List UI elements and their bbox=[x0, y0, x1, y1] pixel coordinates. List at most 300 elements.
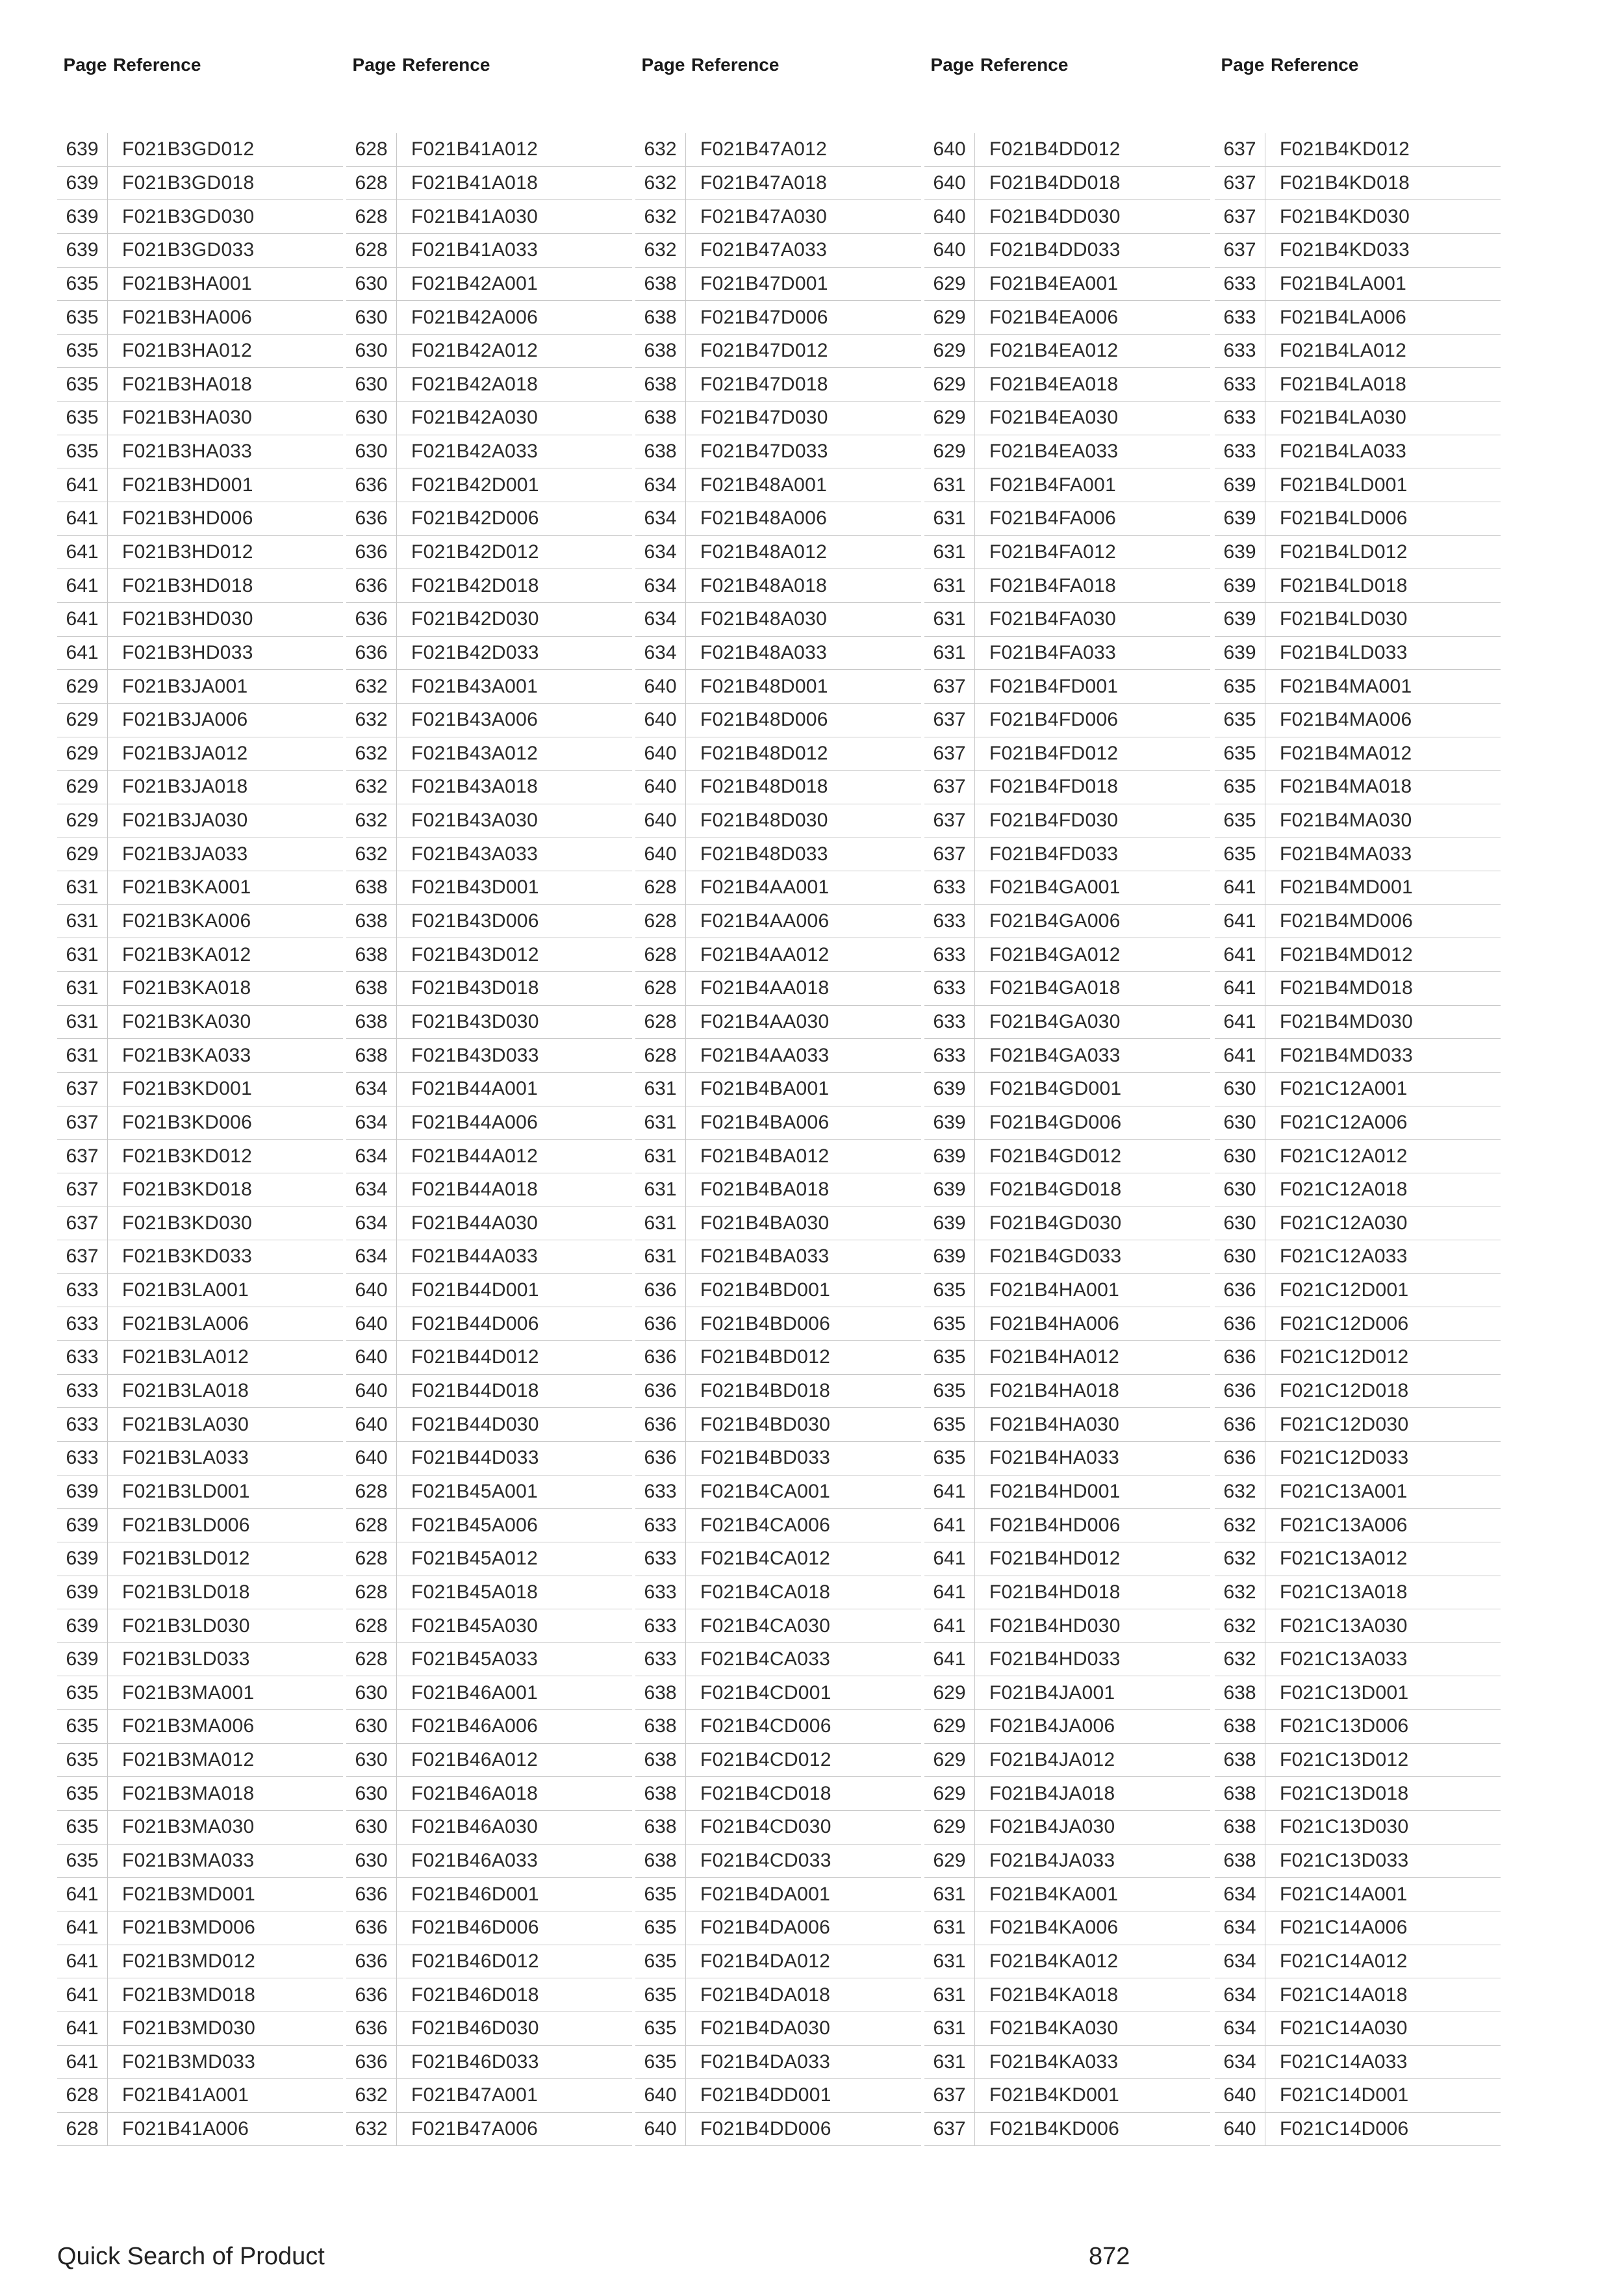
table-row bbox=[57, 603, 343, 637]
page-cell: 634 bbox=[346, 1140, 397, 1173]
table-row bbox=[1215, 536, 1501, 570]
page-cell: 638 bbox=[635, 301, 686, 334]
page-cell: 637 bbox=[924, 804, 975, 837]
reference-cell: F021B4EA001 bbox=[989, 272, 1119, 294]
reference-cell: F021B4BA012 bbox=[700, 1145, 830, 1167]
page-cell: 638 bbox=[346, 871, 397, 904]
page-cell: 628 bbox=[57, 2079, 108, 2112]
table-row bbox=[924, 335, 1210, 368]
table-row bbox=[1215, 1777, 1501, 1811]
page-cell: 640 bbox=[924, 234, 975, 267]
table-row bbox=[346, 1710, 632, 1744]
reference-cell: F021B43A012 bbox=[411, 742, 539, 764]
reference-cell: F021B3HD030 bbox=[122, 608, 253, 630]
reference-cell: F021B4BD018 bbox=[700, 1380, 831, 1402]
page-cell: 636 bbox=[346, 502, 397, 535]
page-cell: 641 bbox=[57, 1911, 108, 1945]
reference-cell: F021B4GD006 bbox=[989, 1111, 1122, 1133]
page-cell: 631 bbox=[924, 2046, 975, 2079]
reference-cell: F021C13D006 bbox=[1280, 1715, 1409, 1737]
page-cell: 635 bbox=[57, 1676, 108, 1709]
page-cell: 629 bbox=[924, 301, 975, 334]
reference-cell: F021B4JA030 bbox=[989, 1816, 1115, 1838]
table-row bbox=[1215, 1476, 1501, 1509]
page-cell: 635 bbox=[635, 1878, 686, 1911]
page-cell: 641 bbox=[57, 603, 108, 636]
page-cell: 636 bbox=[635, 1442, 686, 1475]
page-cell: 635 bbox=[635, 2012, 686, 2045]
reference-cell: F021B4JA006 bbox=[989, 1715, 1115, 1737]
reference-cell: F021C13A018 bbox=[1280, 1581, 1408, 1603]
reference-cell: F021B4LD001 bbox=[1280, 474, 1408, 496]
table-row bbox=[57, 2046, 343, 2080]
table-row bbox=[1215, 938, 1501, 972]
page-cell: 628 bbox=[635, 1006, 686, 1039]
reference-cell: F021C12A030 bbox=[1280, 1212, 1408, 1234]
page-cell: 632 bbox=[1215, 1542, 1265, 1576]
column-header bbox=[635, 45, 921, 84]
reference-cell: F021B43D001 bbox=[411, 876, 539, 899]
reference-cell: F021B45A012 bbox=[411, 1548, 539, 1570]
table-row bbox=[57, 1442, 343, 1476]
page-cell: 629 bbox=[924, 402, 975, 435]
table-row bbox=[924, 1978, 1210, 2012]
table-row bbox=[57, 301, 343, 335]
table-row bbox=[57, 1978, 343, 2012]
table-row bbox=[346, 1676, 632, 1710]
table-row bbox=[635, 1106, 921, 1140]
reference-cell: F021B4GA006 bbox=[989, 910, 1121, 932]
table-row bbox=[57, 435, 343, 469]
page-cell: 630 bbox=[1215, 1207, 1265, 1240]
page-cell: 636 bbox=[1215, 1442, 1265, 1475]
page-cell: 638 bbox=[1215, 1744, 1265, 1777]
reference-cell: F021B3KD001 bbox=[122, 1078, 253, 1100]
page-cell: 633 bbox=[635, 1609, 686, 1642]
reference-cell: F021B4HD033 bbox=[989, 1648, 1121, 1670]
reference-cell: F021B4LA033 bbox=[1280, 441, 1407, 463]
reference-cell: F021B3KD030 bbox=[122, 1212, 253, 1234]
page-cell: 629 bbox=[57, 670, 108, 703]
page-cell: 628 bbox=[346, 1576, 397, 1609]
page-cell: 634 bbox=[635, 603, 686, 636]
table-row bbox=[635, 938, 921, 972]
reference-cell: F021B4DD001 bbox=[700, 2084, 831, 2106]
reference-cell: F021B3KD033 bbox=[122, 1246, 253, 1268]
reference-cell: F021B4AA033 bbox=[700, 1044, 830, 1066]
reference-cell: F021B45A033 bbox=[411, 1648, 539, 1670]
reference-cell: F021B4GA018 bbox=[989, 977, 1121, 999]
reference-cell: F021B3JA006 bbox=[122, 709, 248, 731]
reference-cell: F021B4LA006 bbox=[1280, 306, 1407, 328]
page-cell: 633 bbox=[1215, 402, 1265, 435]
table-row bbox=[924, 1609, 1210, 1643]
reference-cell: F021B4LA001 bbox=[1280, 272, 1407, 294]
table-row bbox=[924, 368, 1210, 402]
table-row bbox=[57, 1509, 343, 1542]
reference-cell: F021B3MA001 bbox=[122, 1681, 255, 1704]
table-row bbox=[924, 704, 1210, 737]
page-cell: 635 bbox=[57, 335, 108, 368]
page-cell: 640 bbox=[924, 167, 975, 200]
table-row bbox=[635, 1845, 921, 1878]
reference-cell: F021C14A012 bbox=[1280, 1950, 1408, 1972]
table-row bbox=[346, 905, 632, 939]
reference-cell: F021B46D033 bbox=[411, 2050, 539, 2073]
page-cell: 634 bbox=[1215, 1978, 1265, 2012]
reference-cell: F021B44A012 bbox=[411, 1145, 539, 1167]
table-row bbox=[1215, 1911, 1501, 1945]
reference-cell: F021B3HD001 bbox=[122, 474, 253, 496]
page-cell: 633 bbox=[924, 905, 975, 938]
table-row bbox=[1215, 603, 1501, 637]
page-cell: 641 bbox=[924, 1476, 975, 1509]
index-rows bbox=[57, 133, 343, 2146]
page-cell: 632 bbox=[346, 2113, 397, 2146]
table-row bbox=[1215, 1676, 1501, 1710]
reference-cell: F021C13D030 bbox=[1280, 1816, 1409, 1838]
page-cell: 638 bbox=[635, 435, 686, 468]
table-row bbox=[1215, 569, 1501, 603]
reference-cell: F021B4FD030 bbox=[989, 810, 1119, 832]
table-row bbox=[635, 1073, 921, 1106]
reference-cell: F021B41A001 bbox=[122, 2084, 249, 2106]
table-row bbox=[57, 637, 343, 671]
page-cell: 640 bbox=[635, 704, 686, 737]
page-cell: 635 bbox=[57, 368, 108, 401]
page-cell: 640 bbox=[346, 1307, 397, 1340]
page-cell: 640 bbox=[635, 737, 686, 771]
table-row bbox=[57, 1676, 343, 1710]
table-row bbox=[924, 771, 1210, 804]
table-row bbox=[924, 200, 1210, 234]
page-cell: 636 bbox=[635, 1408, 686, 1441]
page-cell: 640 bbox=[635, 804, 686, 837]
reference-cell: F021B4BA001 bbox=[700, 1078, 830, 1100]
page-cell: 634 bbox=[346, 1173, 397, 1207]
reference-cell: F021B4LD012 bbox=[1280, 541, 1408, 563]
reference-cell: F021B46D012 bbox=[411, 1950, 539, 1972]
page-cell: 631 bbox=[924, 1978, 975, 2012]
table-row bbox=[635, 1911, 921, 1945]
page-cell: 641 bbox=[57, 2046, 108, 2079]
reference-cell: F021B4CA018 bbox=[700, 1581, 831, 1603]
reference-cell: F021B46D001 bbox=[411, 1883, 539, 1905]
page-cell: 637 bbox=[924, 2113, 975, 2146]
reference-cell: F021B4DD018 bbox=[989, 172, 1121, 194]
reference-cell: F021B4MD030 bbox=[1280, 1010, 1414, 1032]
reference-cell: F021B42A012 bbox=[411, 340, 539, 362]
page-cell: 633 bbox=[57, 1307, 108, 1340]
column-header bbox=[1215, 45, 1501, 84]
page-cell: 634 bbox=[1215, 2012, 1265, 2045]
page-cell: 639 bbox=[1215, 569, 1265, 602]
table-row bbox=[1215, 2079, 1501, 2113]
reference-cell: F021B48D033 bbox=[700, 843, 828, 865]
reference-cell: F021B4HD001 bbox=[989, 1480, 1121, 1502]
table-row bbox=[1215, 1207, 1501, 1241]
page-cell: 631 bbox=[924, 1878, 975, 1911]
table-row bbox=[57, 1643, 343, 1677]
reference-cell: F021B44D006 bbox=[411, 1312, 539, 1335]
page-cell: 628 bbox=[635, 938, 686, 971]
reference-cell: F021B3LA001 bbox=[122, 1279, 249, 1301]
table-row bbox=[635, 1643, 921, 1677]
page-cell: 635 bbox=[924, 1442, 975, 1475]
reference-cell: F021B4MA030 bbox=[1280, 810, 1412, 832]
page-cell: 632 bbox=[346, 670, 397, 703]
table-row bbox=[924, 1911, 1210, 1945]
reference-cell: F021B4BA006 bbox=[700, 1111, 830, 1133]
page-header-label: Page bbox=[641, 55, 685, 75]
table-row bbox=[635, 704, 921, 737]
page-cell: 637 bbox=[924, 771, 975, 804]
reference-cell: F021B3KA018 bbox=[122, 977, 251, 999]
page-cell: 628 bbox=[635, 905, 686, 938]
table-row bbox=[346, 468, 632, 502]
page-cell: 637 bbox=[924, 837, 975, 871]
page-cell: 639 bbox=[924, 1240, 975, 1273]
reference-cell: F021B41A018 bbox=[411, 172, 539, 194]
page-cell: 635 bbox=[635, 1911, 686, 1945]
page-cell: 633 bbox=[57, 1341, 108, 1374]
page-cell: 638 bbox=[635, 268, 686, 301]
reference-cell: F021B3HD006 bbox=[122, 507, 253, 530]
table-row bbox=[346, 335, 632, 368]
reference-cell: F021C13A001 bbox=[1280, 1480, 1408, 1502]
page-cell: 636 bbox=[346, 603, 397, 636]
page-cell: 640 bbox=[346, 1442, 397, 1475]
reference-cell: F021B3MA030 bbox=[122, 1816, 255, 1838]
table-row bbox=[1215, 1811, 1501, 1845]
page-cell: 631 bbox=[57, 1039, 108, 1072]
table-row bbox=[57, 1811, 343, 1845]
page-cell: 638 bbox=[346, 972, 397, 1005]
reference-header-label: Reference bbox=[980, 55, 1069, 75]
page-cell: 631 bbox=[924, 569, 975, 602]
reference-cell: F021B4GD001 bbox=[989, 1078, 1122, 1100]
table-row bbox=[635, 1442, 921, 1476]
reference-cell: F021B4LD030 bbox=[1280, 608, 1408, 630]
reference-cell: F021B4CA033 bbox=[700, 1648, 831, 1670]
table-row bbox=[635, 167, 921, 201]
table-row bbox=[346, 2113, 632, 2147]
reference-cell: F021B3MD012 bbox=[122, 1950, 256, 1972]
reference-cell: F021B4DD033 bbox=[989, 239, 1121, 261]
reference-cell: F021B42A033 bbox=[411, 441, 539, 463]
page-cell: 636 bbox=[635, 1307, 686, 1340]
table-row bbox=[57, 1710, 343, 1744]
page-cell: 640 bbox=[635, 670, 686, 703]
page-header-label: Page bbox=[352, 55, 396, 75]
reference-cell: F021B41A033 bbox=[411, 239, 539, 261]
table-row bbox=[635, 1878, 921, 1911]
page-cell: 631 bbox=[635, 1106, 686, 1140]
table-row bbox=[57, 1744, 343, 1778]
table-row bbox=[346, 1039, 632, 1073]
page-header-label: Page bbox=[1221, 55, 1265, 75]
reference-cell: F021B46D006 bbox=[411, 1917, 539, 1939]
page-cell: 638 bbox=[635, 1676, 686, 1709]
reference-cell: F021B3HD012 bbox=[122, 541, 253, 563]
reference-cell: F021B47A006 bbox=[411, 2118, 539, 2140]
reference-cell: F021B44D030 bbox=[411, 1413, 539, 1435]
reference-cell: F021B4HD030 bbox=[989, 1615, 1121, 1637]
table-row bbox=[346, 603, 632, 637]
page-cell: 637 bbox=[1215, 234, 1265, 267]
table-row bbox=[1215, 837, 1501, 871]
page-cell: 628 bbox=[346, 1609, 397, 1642]
table-row bbox=[57, 737, 343, 771]
page-cell: 635 bbox=[57, 435, 108, 468]
reference-cell: F021B4LD033 bbox=[1280, 641, 1408, 663]
reference-cell: F021B4FD001 bbox=[989, 675, 1119, 697]
table-row bbox=[346, 804, 632, 838]
table-row bbox=[346, 837, 632, 871]
page-cell: 641 bbox=[57, 2012, 108, 2045]
table-row bbox=[346, 871, 632, 905]
page-cell: 633 bbox=[57, 1408, 108, 1441]
page-cell: 630 bbox=[346, 1811, 397, 1844]
reference-cell: F021B4GD030 bbox=[989, 1212, 1122, 1234]
table-row bbox=[346, 1576, 632, 1610]
table-row bbox=[1215, 704, 1501, 737]
reference-cell: F021B47A030 bbox=[700, 205, 828, 227]
reference-cell: F021B3JA018 bbox=[122, 776, 248, 798]
table-row bbox=[924, 871, 1210, 905]
index-column bbox=[1215, 45, 1501, 2146]
page-cell: 633 bbox=[635, 1509, 686, 1542]
reference-cell: F021B3KA033 bbox=[122, 1044, 251, 1066]
page-cell: 635 bbox=[57, 268, 108, 301]
reference-cell: F021B48A018 bbox=[700, 574, 828, 596]
table-row bbox=[57, 1006, 343, 1040]
table-row bbox=[346, 1777, 632, 1811]
page-cell: 628 bbox=[57, 2113, 108, 2146]
reference-cell: F021B46D018 bbox=[411, 1984, 539, 2006]
reference-cell: F021C14D001 bbox=[1280, 2084, 1409, 2106]
table-row bbox=[635, 1307, 921, 1341]
reference-cell: F021B4LA012 bbox=[1280, 340, 1407, 362]
reference-cell: F021B4KD030 bbox=[1280, 205, 1410, 227]
reference-cell: F021B48A012 bbox=[700, 541, 828, 563]
table-row bbox=[346, 2046, 632, 2080]
table-row bbox=[924, 1039, 1210, 1073]
table-row bbox=[346, 938, 632, 972]
table-row bbox=[924, 569, 1210, 603]
index-column bbox=[924, 45, 1210, 2146]
page-cell: 628 bbox=[635, 972, 686, 1005]
page-number: 872 bbox=[1089, 2243, 1130, 2270]
reference-cell: F021B4HD012 bbox=[989, 1548, 1121, 1570]
table-row bbox=[346, 1542, 632, 1576]
table-row bbox=[1215, 637, 1501, 671]
page-cell: 628 bbox=[346, 1643, 397, 1676]
reference-cell: F021B48A030 bbox=[700, 608, 828, 630]
table-row bbox=[1215, 435, 1501, 469]
index-column bbox=[346, 45, 632, 2146]
table-row bbox=[924, 804, 1210, 838]
page-cell: 639 bbox=[57, 1609, 108, 1642]
reference-cell: F021B4GD018 bbox=[989, 1179, 1122, 1201]
page-cell: 640 bbox=[635, 2113, 686, 2146]
table-row bbox=[924, 1878, 1210, 1911]
table-row bbox=[1215, 2113, 1501, 2147]
reference-cell: F021B47A033 bbox=[700, 239, 828, 261]
table-row bbox=[924, 637, 1210, 671]
table-row bbox=[346, 368, 632, 402]
reference-cell: F021B4HA012 bbox=[989, 1346, 1120, 1368]
table-row bbox=[924, 938, 1210, 972]
page-cell: 639 bbox=[924, 1173, 975, 1207]
page-cell: 628 bbox=[346, 1542, 397, 1576]
table-row bbox=[1215, 1542, 1501, 1576]
reference-cell: F021B47D018 bbox=[700, 373, 828, 395]
page-cell: 634 bbox=[346, 1073, 397, 1106]
table-row bbox=[1215, 1509, 1501, 1542]
reference-cell: F021B4KA006 bbox=[989, 1917, 1119, 1939]
table-row bbox=[346, 435, 632, 469]
reference-cell: F021B4MA033 bbox=[1280, 843, 1412, 865]
reference-cell: F021B4CD030 bbox=[700, 1816, 831, 1838]
reference-cell: F021B3HD033 bbox=[122, 641, 253, 663]
page-header-label: Page bbox=[63, 55, 107, 75]
page-cell: 633 bbox=[1215, 335, 1265, 368]
page-cell: 631 bbox=[924, 502, 975, 535]
page-cell: 640 bbox=[924, 200, 975, 233]
reference-cell: F021C14A033 bbox=[1280, 2050, 1408, 2073]
reference-cell: F021B4CD012 bbox=[700, 1749, 831, 1771]
table-row bbox=[924, 1576, 1210, 1610]
table-row bbox=[346, 1240, 632, 1274]
table-row bbox=[635, 368, 921, 402]
reference-cell: F021B3LD030 bbox=[122, 1615, 250, 1637]
page-cell: 632 bbox=[1215, 1509, 1265, 1542]
page-cell: 638 bbox=[1215, 1676, 1265, 1709]
reference-cell: F021C13D033 bbox=[1280, 1849, 1409, 1871]
page-cell: 630 bbox=[1215, 1106, 1265, 1140]
page-cell: 639 bbox=[924, 1207, 975, 1240]
reference-cell: F021B4HD006 bbox=[989, 1514, 1121, 1536]
table-row bbox=[635, 268, 921, 301]
table-row bbox=[1215, 301, 1501, 335]
reference-cell: F021B42A006 bbox=[411, 306, 539, 328]
reference-cell: F021B48D001 bbox=[700, 675, 828, 697]
table-row bbox=[1215, 871, 1501, 905]
page-cell: 633 bbox=[924, 972, 975, 1005]
page-cell: 640 bbox=[635, 2079, 686, 2112]
table-row bbox=[57, 871, 343, 905]
table-row bbox=[924, 737, 1210, 771]
reference-cell: F021B4DA006 bbox=[700, 1917, 831, 1939]
page-cell: 629 bbox=[924, 1676, 975, 1709]
reference-cell: F021C12A012 bbox=[1280, 1145, 1408, 1167]
reference-cell: F021B4EA033 bbox=[989, 441, 1119, 463]
table-row bbox=[1215, 1341, 1501, 1375]
table-row bbox=[346, 502, 632, 536]
reference-cell: F021B4DA001 bbox=[700, 1883, 831, 1905]
reference-cell: F021B4AA001 bbox=[700, 876, 830, 899]
table-row bbox=[635, 234, 921, 268]
page-cell: 633 bbox=[1215, 368, 1265, 401]
reference-cell: F021B3MD006 bbox=[122, 1917, 256, 1939]
table-row bbox=[346, 1173, 632, 1207]
reference-cell: F021B4MD012 bbox=[1280, 943, 1414, 965]
table-row bbox=[924, 1106, 1210, 1140]
reference-header-label: Reference bbox=[1271, 55, 1359, 75]
table-row bbox=[635, 301, 921, 335]
table-row bbox=[635, 1978, 921, 2012]
